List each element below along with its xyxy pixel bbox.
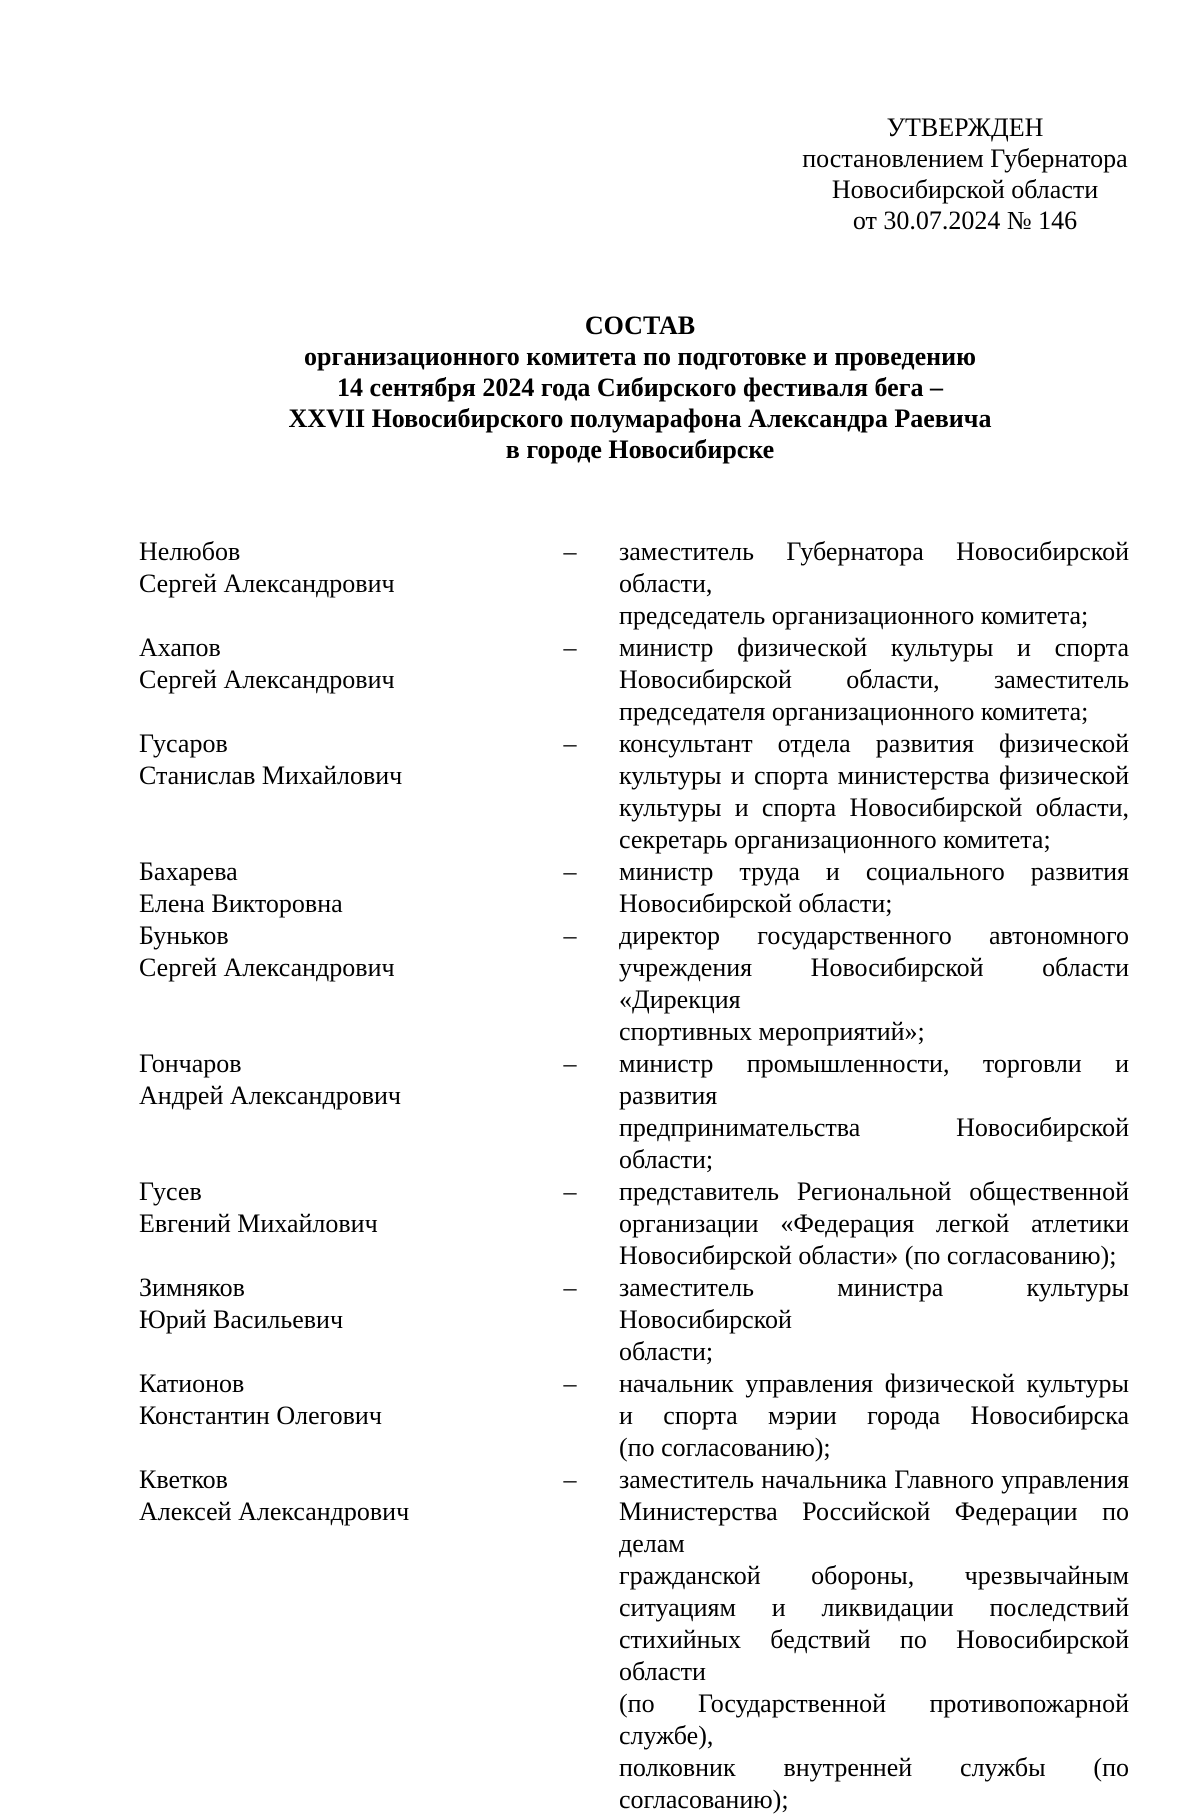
member-dash: – [563,1177,577,1206]
heading-title: СОСТАВ [584,311,696,340]
member-role-line: директор государственного автономного [619,921,1129,950]
member-dash: – [563,1273,577,1302]
member-given-names: Юрий Васильевич [139,1305,344,1334]
member-entry [139,856,1129,920]
member-role-line: Новосибирской области, заместитель [619,665,1129,694]
member-given-names: Станислав Михайлович [139,761,403,790]
member-role-line: министр промышленности, торговли и развития [619,1049,1129,1110]
member-role-line: спортивных мероприятий»; [619,1017,925,1046]
member-role-line: полковник внутренней службы (по [619,1753,1129,1782]
member-role-line: области; [619,1337,714,1366]
member-role-line: министр труда и социального развития [619,857,1129,886]
member-role-line: стихийных бедствий по Новосибирской области [619,1625,1129,1686]
member-surname: Бахарева [139,857,238,886]
member-role-line: и спорта мэрии города Новосибирска [619,1401,1129,1430]
member-role [619,920,1129,1048]
member-role-line: заместитель министра культуры Новосибирской [619,1273,1129,1334]
member-given-names: Константин Олегович [139,1401,382,1430]
member-role-line: Новосибирской области» (по согласованию); [619,1241,1117,1270]
member-dash: – [563,1049,577,1078]
member-role-line: председатель организационного комитета; [619,601,1089,630]
member-given-names: Евгений Михайлович [139,1209,378,1238]
committee-members-list [139,536,1129,1816]
member-entry [139,920,1129,1048]
member-role-line: культуры и спорта министерства физической [619,761,1129,790]
member-entry [139,1464,1129,1816]
member-dash: – [563,1465,577,1494]
heading-line: 14 сентября 2024 года Сибирского фестиваля бега – [336,373,944,402]
member-entry [139,728,1129,856]
member-surname: Катионов [139,1369,245,1398]
heading-line: XXVII Новосибирского полумарафона Александра Раевича [288,404,992,433]
member-name [139,1272,479,1336]
member-surname: Гусаров [139,729,228,758]
member-name [139,1368,479,1432]
member-surname: Кветков [139,1465,228,1494]
member-role-line: представитель Региональной общественной [619,1177,1129,1206]
member-role [619,1368,1129,1464]
member-role [619,728,1129,856]
member-dash: – [563,857,577,886]
member-role-line: министр физической культуры и спорта [619,633,1129,662]
member-name [139,1464,479,1528]
member-role-line: начальник управления физической культуры [619,1369,1129,1398]
heading-line: организационного комитета по подготовке и проведению [304,342,976,371]
member-name [139,856,479,920]
member-entry [139,536,1129,632]
member-entry [139,632,1129,728]
approval-region: Новосибирской области [831,175,1099,204]
member-role-line: секретарь организационного комитета; [619,825,1051,854]
member-role-line: председателя организационного комитета; [619,697,1089,726]
member-entry [139,1368,1129,1464]
member-surname: Буньков [139,921,229,950]
member-given-names: Сергей Александрович [139,953,395,982]
member-given-names: Елена Викторовна [139,889,343,918]
approval-issuer: постановлением Губернатора [802,144,1128,173]
member-role-line: заместитель Губернатора Новосибирской области, [619,537,1129,598]
heading-line: в городе Новосибирске [505,435,775,464]
member-role [619,856,1129,920]
member-name [139,728,479,792]
member-dash: – [563,729,577,758]
member-role-line: учреждения Новосибирской области «Дирекция [619,953,1129,1014]
member-role [619,1272,1129,1368]
member-given-names: Сергей Александрович [139,665,395,694]
member-dash: – [563,633,577,662]
member-name [139,920,479,984]
member-role-line: согласованию); [619,1785,789,1814]
member-given-names: Сергей Александрович [139,569,395,598]
member-role-line: предпринимательства Новосибирской области; [619,1113,1129,1174]
member-role-line: заместитель начальника Главного управления [619,1465,1129,1494]
member-role [619,536,1129,632]
member-surname: Ахапов [139,633,221,662]
member-role-line: организации «Федерация легкой атлетики [619,1209,1129,1238]
approval-date-number: от 30.07.2024 № 146 [852,206,1078,235]
approval-stamp [760,112,1170,236]
member-dash: – [563,537,577,566]
member-name [139,1176,479,1240]
member-role-line: Новосибирской области; [619,889,893,918]
member-role-line: культуры и спорта Новосибирской области, [619,793,1129,822]
member-name [139,1048,479,1112]
member-role [619,632,1129,728]
member-entry [139,1048,1129,1176]
member-name [139,536,479,600]
member-surname: Гончаров [139,1049,242,1078]
member-given-names: Андрей Александрович [139,1081,401,1110]
member-surname: Нелюбов [139,537,241,566]
member-role [619,1176,1129,1272]
member-name [139,632,479,696]
member-role-line: (по Государственной противопожарной службе), [619,1689,1129,1750]
member-role-line: ситуациям и ликвидации последствий [619,1593,1129,1622]
member-role [619,1048,1129,1176]
member-role-line: Министерства Российской Федерации по делам [619,1497,1129,1558]
member-entry [139,1272,1129,1368]
approval-title: УТВЕРЖДЕН [886,113,1044,142]
document-heading [140,310,1140,465]
member-surname: Гусев [139,1177,202,1206]
member-role-line: (по согласованию); [619,1433,831,1462]
member-role [619,1464,1129,1816]
member-surname: Зимняков [139,1273,245,1302]
member-role-line: консультант отдела развития физической [619,729,1129,758]
member-dash: – [563,1369,577,1398]
member-given-names: Алексей Александрович [139,1497,410,1526]
member-dash: – [563,921,577,950]
member-entry [139,1176,1129,1272]
member-role-line: гражданской обороны, чрезвычайным [619,1561,1129,1590]
